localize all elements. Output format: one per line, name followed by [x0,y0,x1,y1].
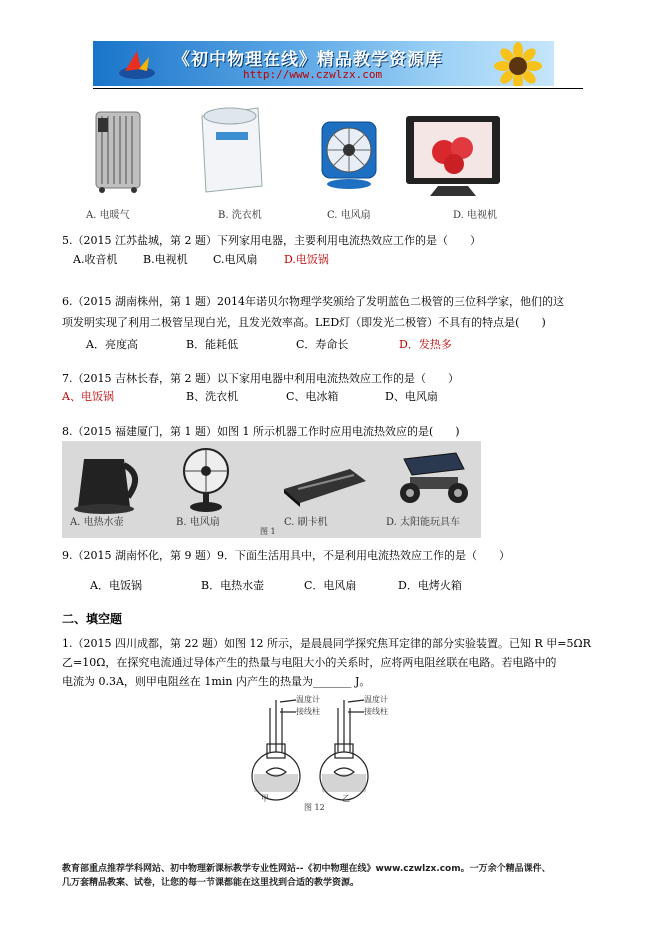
fill1-line1: 1.（2015 四川成都，第 22 题）如图 12 所示，是晨晨同学探究焦耳定律的部分实验装置。已知 R 甲=5ΩR [62,637,591,650]
q8-stem: 8.（2015 福建厦门，第 1 题）如图 1 所示机器工作时应用电流热效应的是( ) [62,425,460,438]
electric-kettle-image [68,445,148,515]
q6-option-a: A．亮度高 [86,338,138,351]
sunflower-icon [488,41,554,86]
q6-option-b: B．能耗低 [186,338,239,351]
television-image [404,114,502,198]
q7-stem: 7.（2015 吉林长春，第 2 题）以下家用电器中利用电流热效应工作的是（ ） [62,372,459,385]
q7-option-b: B、洗衣机 [186,390,239,403]
q5-stem: 5.（2015 江苏盐城，第 2 题）下列家用电器，主要利用电流热效应工作的是（ ） [62,234,481,247]
label-jia: 甲 [261,794,269,803]
q7-option-a: A、电饭锅 [62,390,114,403]
heater-image [90,108,146,194]
fill1-line2: 乙=10Ω，在探究电流通过导体产生的热量与电阻大小的关系时，应将两电阻丝联在电路。若电路中的 [62,656,557,669]
q7-option-d: D、电风扇 [385,390,438,403]
label-yi: 乙 [342,794,350,803]
electric-fan-image [318,120,380,192]
image-caption-c: C. 电风扇 [327,210,371,221]
q9-stem: 9.（2015 湖南怀化，第 9 题）9．下面生活用具中，不是利用电流热效应工作的是（ ） [62,549,510,562]
banner-title: 《初中物理在线》精品教学资源库 [173,50,443,70]
q6-stem-line1: 6.（2015 湖南株州，第 1 题）2014年诺贝尔物理学奖颁给了发明蓝色二极管的三位科学家，他们的这 [62,295,564,308]
electric-fan-image-2 [174,445,238,515]
q8-caption-d: D. 太阳能玩具车 [386,517,461,528]
figure-12 [240,694,410,814]
label-terminal-left: 接线柱 [296,707,320,716]
section-title-fill-in: 二、填空题 [62,612,123,626]
figure-12-label: 图 12 [304,803,325,812]
footer-line2: 几万套精品教案、试卷，让您的每一节课都能在这里找到合适的教学资源。 [62,878,360,888]
card-reader-image [280,463,370,509]
header-banner [93,41,554,86]
q9-option-b: B．电热水壶 [201,579,265,592]
q6-option-c: C．寿命长 [296,338,349,351]
fill1-line3: 电流为 0.3A，则甲电阻丝在 1min 内产生的热量为_______ J。 [62,675,371,688]
q5-option-c: C.电风扇 [213,253,258,266]
q6-option-d: D．发热多 [399,338,452,351]
image-caption-a: A. 电暖气 [86,210,130,221]
q6-stem-line2: 项发明实现了利用二极管呈现白光，且发光效率高。LED灯（即发光二极管）不具有的特点是( ) [62,316,546,329]
label-thermometer-right: 温度计 [364,695,388,704]
q5-option-b: B.电视机 [143,253,188,266]
footer-line1: 教育部重点推荐学科网站、初中物理新课标教学专业性网站--《初中物理在线》www.czwlzx.com。一万余个精品课件、 [62,864,551,874]
q7-option-c: C、电冰箱 [286,390,339,403]
q5-option-a: A.收音机 [73,253,118,266]
page-footer [62,862,602,890]
banner-url: http://www.czwlzx.com [243,68,383,81]
site-logo [117,47,157,81]
image-caption-d: D. 电视机 [453,210,498,221]
label-terminal-right: 接线柱 [364,707,388,716]
q8-caption-c: C. 刷卡机 [284,517,328,528]
image-caption-b: B. 洗衣机 [218,210,262,221]
q9-option-a: A．电饭锅 [90,579,142,592]
q9-option-c: C．电风扇 [304,579,357,592]
q8-caption-b: B. 电风扇 [176,517,220,528]
header-divider [93,88,583,89]
solar-toy-car-image [390,449,474,509]
q8-figure-label: 图 1 [260,527,276,536]
q8-figure [62,441,481,538]
label-thermometer-left: 温度计 [296,695,320,704]
q5-option-d: D.电饭锅 [284,253,329,266]
washing-machine-image [196,102,266,194]
q9-option-d: D．电烤火箱 [398,579,462,592]
q8-caption-a: A. 电热水壶 [70,517,124,528]
